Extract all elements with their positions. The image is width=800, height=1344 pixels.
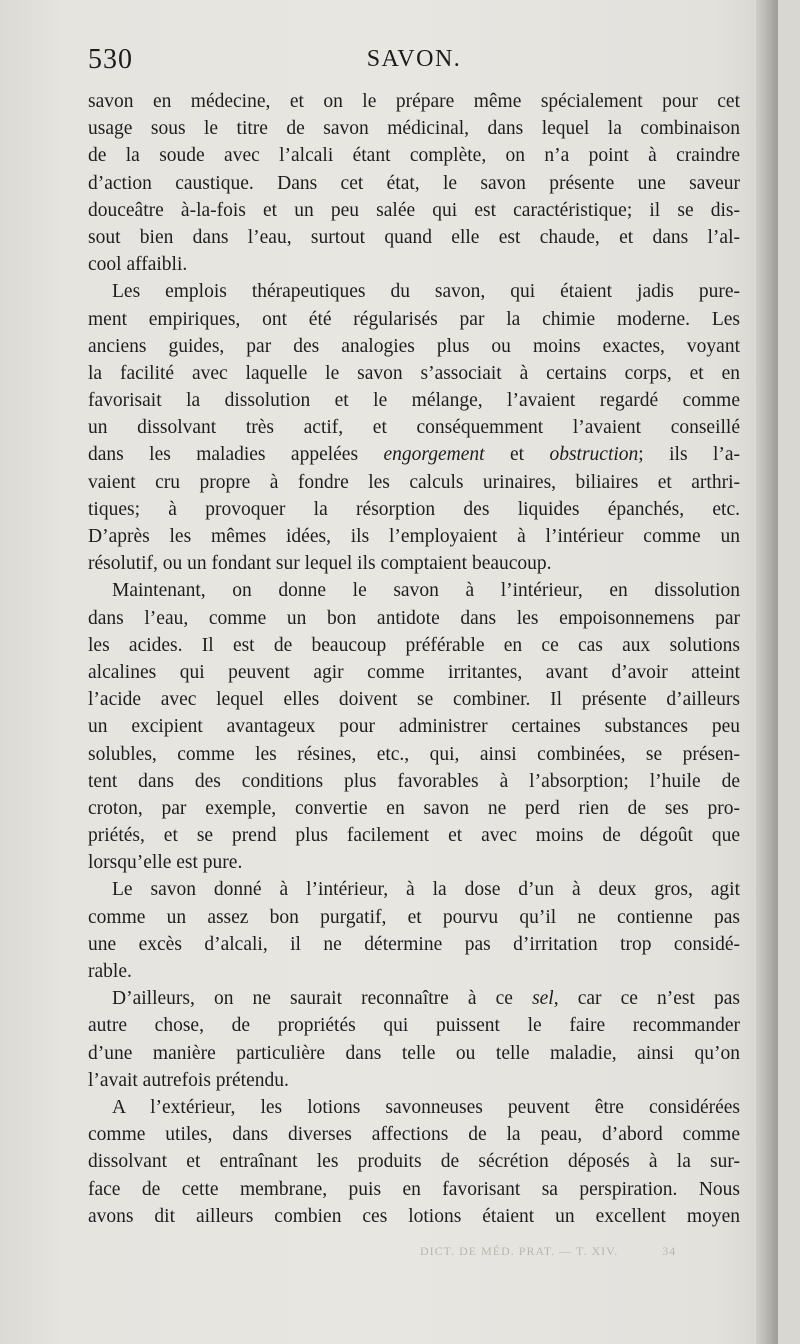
text-line: savon en médecine, et on le prépare même spécialement pour cet (88, 91, 740, 112)
text-line: tent dans des conditions plus favorables à l’absorption; l’huile de (88, 770, 740, 792)
text-line: D’après les mêmes idées, ils l’employaient à l’intérieur comme un (88, 526, 740, 547)
text-line: face de cette membrane, puis en favorisant sa perspiration. Nous (88, 1178, 740, 1200)
text-line: l’avait autrefois prétendu. (88, 1069, 289, 1091)
text-line: l’acide avec lequel elles doivent se combiner. Il présente d’ailleurs (88, 689, 740, 711)
text-line: solubles, comme les résines, etc., qui, ainsi combinées, se présen- (88, 743, 740, 765)
text-line: un dissolvant très actif, et conséquemment l’avaient conseillé (88, 417, 740, 439)
text-line: anciens guides, par des analogies plus ou moins exactes, voyant (88, 335, 740, 357)
text-line: lorsqu’elle est pure. (88, 852, 243, 874)
text-line: A l’extérieur, les lotions savonneuses peuvent être considérées (112, 1096, 740, 1118)
text-line: une excès d’alcali, il ne détermine pas d’irritation trop considé- (88, 933, 740, 955)
text-line: les acides. Il est de beaucoup préférable en ce cas aux solutions (88, 634, 740, 656)
text-line: cool affaibli. (88, 254, 188, 276)
text-line: douceâtre à-la-fois et un peu salée qui est caractéristique; il se dis- (88, 199, 740, 221)
page-number: 530 (88, 44, 133, 75)
text-line: d’une manière particulière dans telle ou telle maladie, ainsi qu’on (88, 1042, 740, 1064)
text-line: avons dit ailleurs combien ces lotions étaient un excellent moyen (88, 1205, 740, 1227)
page-footer (420, 1244, 676, 1259)
footer-sheet-number: 34 (662, 1244, 677, 1258)
text-line: résolutif, ou un fondant sur lequel ils comptaient beaucoup. (88, 553, 552, 575)
text-line: Les emplois thérapeutiques du savon, qui étaient jadis pure- (112, 281, 740, 303)
text-line: dans les maladies appelées engorgement et obstruction; ils l’a- (88, 444, 741, 466)
text-line: comme utiles, dans diverses affections de la peau, d’abord comme (88, 1124, 740, 1146)
page-header (88, 44, 740, 80)
text-line: sout bien dans l’eau, surtout quand elle est chaude, et dans l’al- (88, 226, 740, 248)
page-edge-shadow (756, 0, 778, 1344)
body-text (88, 88, 740, 1230)
text-line: ment empiriques, ont été régularisés par la chimie moderne. Les (88, 308, 740, 330)
text-line: usage sous le titre de savon médicinal, dans lequel la combinaison (88, 118, 740, 140)
text-line: la facilité avec laquelle le savon s’associait à certains corps, et en (88, 362, 740, 384)
text-line: D’ailleurs, on ne saurait reconnaître à ce sel, car ce n’est pas (112, 988, 741, 1010)
footer-signature: DICT. DE MÉD. PRAT. — T. XIV. (420, 1244, 619, 1258)
text-line: Le savon donné à l’intérieur, à la dose d’un à deux gros, agit (112, 879, 740, 901)
text-line: Maintenant, on donne le savon à l’intérieur, en dissolution (112, 580, 740, 602)
text-line: de la soude avec l’alcali étant complète, on n’a point à craindre (88, 145, 740, 167)
text-line: d’action caustique. Dans cet état, le savon présente une saveur (88, 172, 740, 194)
text-line: vaient cru propre à fondre les calculs urinaires, biliaires et arthri- (88, 471, 740, 493)
text-line: croton, par exemple, convertie en savon ne perd rien de ses pro- (88, 797, 740, 819)
text-line: comme un assez bon purgatif, et pourvu qu’il ne contienne pas (88, 906, 740, 928)
text-line: dans l’eau, comme un bon antidote dans les empoisonnemens par (88, 607, 740, 629)
text-line: dissolvant et entraînant les produits de sécrétion déposés à la sur- (88, 1151, 740, 1173)
text-line: un excipient avantageux pour administrer certaines substances peu (88, 716, 740, 738)
text-line: alcalines qui peuvent agir comme irritantes, avant d’avoir atteint (88, 661, 740, 683)
text-line: priétés, et se prend plus facilement et avec moins de dégoût que (88, 825, 740, 847)
text-line: tiques; à provoquer la résorption des liquides épanchés, etc. (88, 498, 740, 520)
running-head: SAVON. (366, 46, 462, 72)
text-line: autre chose, de propriétés qui puissent le faire recommander (88, 1015, 740, 1037)
text-line: rable. (88, 961, 132, 982)
text-line: favorisait la dissolution et le mélange, l’avaient regardé comme (88, 390, 740, 412)
